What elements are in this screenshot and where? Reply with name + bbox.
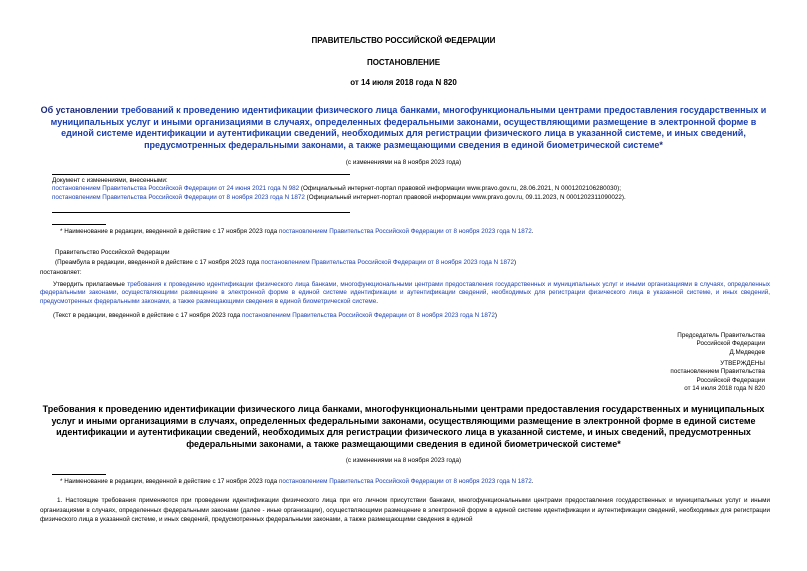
change-2-source: (Официальный интернет-портал правовой информации www.pravo.gov.ru, 09.11.2023, N 0001202311090022). [304,193,626,201]
footnote-divider [52,474,106,475]
signature-line-1: Председатель Правительства [677,332,765,339]
footnote-2-end: . [531,478,534,485]
date-number: от 14 июля 2018 года N 820 [350,78,457,87]
approve-note-end: ) [494,312,497,319]
approve-note-link[interactable]: постановлением Правительства Российской Федерации от 8 ноября 2023 года N 1872 [242,312,495,319]
requirements-title: Требования к проведению идентификации физического лица банками, многофункциональными центрами предоставления государственных и муниципальных услуг и иными организациями в случаях, определенных федеральными законами, осуществляющими размещение в электронной форме в единой системе идентификации и аутентификации сведений, необходимых для регистрации физического лица в указанной системе, и иных сведений, предусмотренных федеральными законами, а также размещающими сведения в единой биометрической системе* [42,404,765,449]
preamble-note [55,259,765,267]
signature-block [465,332,765,357]
preamble-gov: Правительство Российской Федерации [55,249,170,256]
change-1-source: (Официальный интернет-портал правовой информации www.pravo.gov.ru, 28.06.2021, N 0001202106280030); [299,185,621,193]
preamble-note-end: ) [513,259,517,266]
footnote-1 [60,228,770,236]
clause-1: 1. Настоящие требования применяются при проведении идентификации физического лица при его личном присутствии банками, многофункциональными центрами предоставления государственных и муниципальных услуг и иными организациями в случаях, определенных федеральными законами (далее - иные организации), осуществляющими размещение в электронной форме в единой системе идентификации и аутентификации сведений, необходимых для регистрации физического лица в указанной системе, и иных сведений, предусмотренных федеральными законами, а также размещающими сведения в единой [40,497,770,524]
title-prefix: Об установлении [40,105,121,115]
title-requirements-link[interactable]: требований к проведению идентификации физического лица банками, многофункциональными центрами предоставления государственных и муниципальных услуг и иными организациями в случаях, определенных федеральными законами, осуществляющими размещение в электронной форме в единой системе идентификации и аутентификации сведений, необходимых для регистрации физического лица в указанной системе, и иных сведений, предусмотренных федеральными законами, а также размещающими сведения в единой биометрической системе [50,105,767,150]
document-title [40,105,767,151]
decides-label: постановляет: [40,269,82,276]
change-item-1 [52,185,772,193]
approval-block [465,360,765,394]
footnote-1-link[interactable]: постановлением Правительства Российской Федерации от 8 ноября 2023 года N 1872 [278,228,532,235]
approve-text: Утвердить прилагаемые [53,281,128,288]
divider [52,174,350,175]
changes-block [52,177,772,202]
amended-note: (с изменениями на 8 ноября 2023 года) [345,159,462,166]
preamble-note-text: (Преамбула в редакции, введенной в действие с 17 ноября 2023 года [55,259,262,266]
approval-line-2: постановлением Правительства [670,368,765,376]
approve-requirements-link[interactable]: требования к проведению идентификации физического лица банками, многофункциональными центрами предоставления государственных и муниципальных услуг и иными организациями в случаях, определенных федеральными законами, осуществляющими размещение в электронной форме в единой системе идентификации и аутентификации сведений, необходимых для регистрации физического лица в указанной системе, и иных сведений, предусмотренных федеральными законами, а также размещающими сведения в единой биометрической системе [40,281,771,305]
approval-line-1: УТВЕРЖДЕНЫ [720,360,765,367]
footnote-2 [60,478,770,486]
approve-note [53,312,763,320]
approve-end: . [376,297,378,305]
amended-note-2: (с изменениями на 8 ноября 2023 года) [345,457,462,464]
title-footnote-mark: * [659,139,663,150]
preamble-note-link[interactable]: постановлением Правительства Российской Федерации от 8 ноября 2023 года N 1872 [261,259,514,266]
footnote-2-text: * Наименование в редакции, введенной в действие с 17 ноября 2023 года [60,478,279,485]
approval-line-3: Российской Федерации [696,376,765,384]
footnote-divider [52,224,106,225]
government-heading: ПРАВИТЕЛЬСТВО РОССИЙСКОЙ ФЕДЕРАЦИИ [311,36,496,45]
change-1-link[interactable]: постановлением Правительства Российской Федерации от 24 июня 2021 года N 982 [52,185,300,193]
change-item-2 [52,194,772,202]
changes-heading: Документ с изменениями, внесенными: [52,177,168,184]
change-2-link[interactable]: постановлением Правительства Российской Федерации от 8 ноября 2023 года N 1872 [52,193,305,201]
signature-line-3: Д.Медведев [729,348,765,356]
divider [52,212,350,213]
footnote-1-end: . [531,228,534,235]
approval-line-4: от 14 июля 2018 года N 820 [684,385,765,393]
approve-note-text: (Текст в редакции, введенной в действие с 17 ноября 2023 года [53,312,242,319]
doc-type-heading: ПОСТАНОВЛЕНИЕ [366,58,441,67]
approve-paragraph [40,281,770,306]
signature-line-2: Российской Федерации [696,340,765,348]
footnote-1-text: * Наименование в редакции, введенной в действие с 17 ноября 2023 года [60,228,279,235]
footnote-2-link[interactable]: постановлением Правительства Российской Федерации от 8 ноября 2023 года N 1872 [278,478,532,485]
